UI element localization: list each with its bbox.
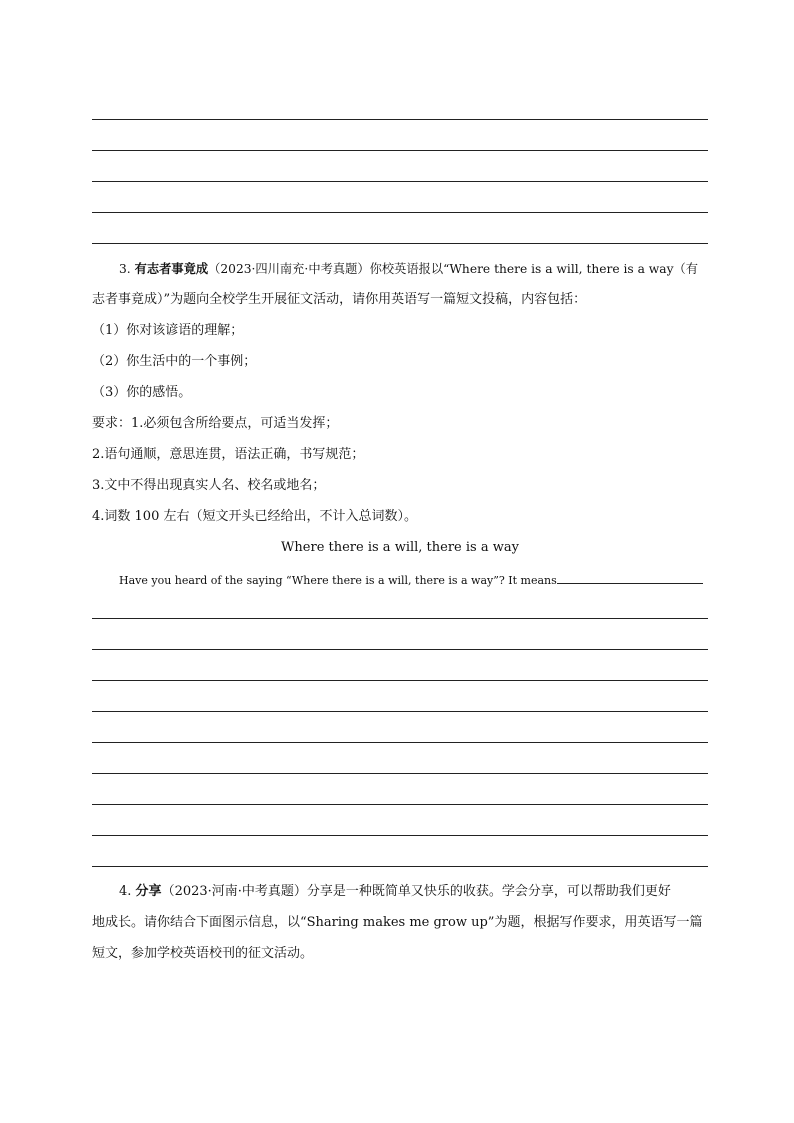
- q3-point-2: （2）你生活中的一个事例；: [92, 354, 257, 369]
- writing-line: [92, 618, 708, 619]
- q4-topic: 分享: [135, 884, 162, 899]
- q4-intro-line3: 短文，参加学校英语校刊的征文活动。: [92, 946, 314, 961]
- writing-line: [92, 804, 708, 805]
- answer-line: [92, 119, 708, 120]
- q3-requirement-4: 4.词数 100 左右（短文开头已经给出，不计入总词数）。: [92, 509, 417, 524]
- fill-in-blank: [557, 570, 703, 584]
- q3-number: 3.: [119, 262, 131, 276]
- q4-intro-line2: 地成长。请你结合下面图示信息，以“Sharing makes me grow up”为题，根据写作要求，用英语写一篇: [92, 915, 703, 930]
- q4-number: 4.: [119, 884, 132, 899]
- answer-line: [92, 150, 708, 151]
- q3-requirement-3: 3.文中不得出现真实人名、校名或地名；: [92, 478, 326, 493]
- writing-line: [92, 773, 708, 774]
- answer-line: [92, 212, 708, 213]
- writing-line: [92, 680, 708, 681]
- q3-essay-opening: Have you heard of the saying “Where there is a will, there is a way”? It means: [119, 574, 557, 587]
- q3-point-3: （3）你的感悟。: [92, 385, 192, 400]
- q4-prompt-line1: [92, 883, 708, 901]
- writing-line: [92, 711, 708, 712]
- q3-requirement-1: 要求：1.必须包含所给要点，可适当发挥；: [92, 416, 339, 431]
- q3-essay-title: Where there is a will, there is a way: [281, 540, 519, 555]
- q4-source: （2023·河南·中考真题）: [161, 884, 307, 899]
- writing-line: [92, 866, 708, 867]
- writing-line: [92, 742, 708, 743]
- q3-intro-line1: 你校英语报以“Where there is a will, there is a way（有: [369, 262, 699, 276]
- answer-line: [92, 243, 708, 244]
- answer-line: [92, 181, 708, 182]
- q3-requirement-2: 2.语句通顺，意思连贯，语法正确，书写规范；: [92, 447, 365, 462]
- q3-intro-line2: 志者事竟成）”为题向全校学生开展征文活动，请你用英语写一篇短文投稿，内容包括：: [92, 292, 587, 307]
- q3-source: （2023·四川南充·中考真题）: [208, 262, 370, 276]
- q3-point-1: （1）你对该谚语的理解；: [92, 323, 244, 338]
- q3-topic: 有志者事竟成: [134, 261, 209, 276]
- writing-line: [92, 649, 708, 650]
- q3-prompt-line1: [92, 260, 708, 278]
- writing-line: [92, 835, 708, 836]
- q4-intro-line1: 分享是一种既简单又快乐的收获。学会分享，可以帮助我们更好: [306, 884, 671, 899]
- q3-essay-opening-line: [92, 570, 708, 590]
